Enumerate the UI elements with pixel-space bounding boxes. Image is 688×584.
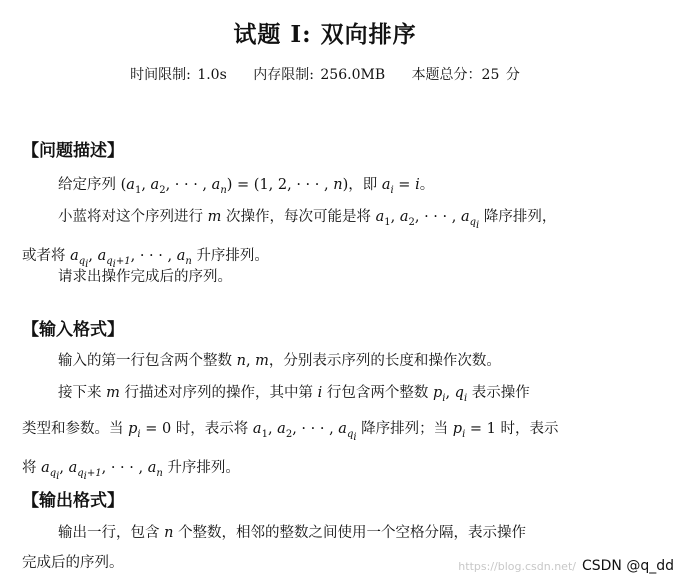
text-segment: 输出一行，包含 xyxy=(58,525,160,541)
problem-paragraph-3: 请求出操作完成后的序列。 xyxy=(58,269,232,285)
problem-meta xyxy=(0,64,650,84)
memory-limit: 内存限制: 256.0MB xyxy=(253,67,386,83)
text-segment: 接下来 xyxy=(58,385,102,401)
text-segment: 升序排列。 xyxy=(167,459,240,476)
watermark-url: https://blog.csdn.net/ xyxy=(458,560,576,573)
text-segment: 给定序列 xyxy=(58,177,116,193)
text-segment: 类型和参数。当 xyxy=(22,420,124,437)
text-segment: ，即 xyxy=(348,177,378,193)
text-segment: 时，表示 xyxy=(500,420,559,437)
section-heading-output: 【输出格式】 xyxy=(22,491,124,511)
input-paragraph-1: 输入的第一行包含两个整数 n, m，分别表示序列的长度和操作次数。 xyxy=(58,353,501,369)
text-segment: 将 xyxy=(22,459,37,476)
text-segment: 表示操作 xyxy=(471,385,530,401)
text-segment: 时，表示将 xyxy=(175,420,249,437)
input-paragraph-2: 接下来 m 行描述对序列的操作，其中第 i 行包含两个整数 $p_i$, $q_i$ 表示操作 类型和参数。当 $p_i = 0$ 时，表示将 $a_1$, $a_2$, · · · , $a_{q_i}$ 降序排列；当 $p_i = 1$ 时，表示 将 $a_{q_i}$, $a_{q_i+1}$, · · · , $a_n$ 升序排列。 xyxy=(22,385,559,482)
text-segment: 升序排列。 xyxy=(196,247,269,264)
text-segment: 个整数，相邻的整数之间使用一个空格分隔，表示操作 xyxy=(178,525,527,541)
text-segment: 降序排列， xyxy=(483,209,557,225)
text-segment: 行包含两个整数 xyxy=(326,385,429,401)
section-heading-input: 【输入格式】 xyxy=(22,320,124,340)
problem-paragraph-1: 给定序列 ($a_1$, $a_2$, · · · , $a_n) = (1$, 2, · · · , n)，即 $a_i = i$。 xyxy=(58,177,435,196)
output-paragraph-1: 输出一行，包含 n 个整数，相邻的整数之间使用一个空格分隔，表示操作 完成后的序列。 xyxy=(22,518,632,578)
text-segment: 完成后的序列。 xyxy=(22,555,124,571)
problem-paragraph-2: 小蓝将对这个序列进行 m 次操作，每次可能是将 $a_1$, $a_2$, · · · , $a_{q_i}$ 降序排列， 或者将 $a_{q_i}$, $a_{q_i+1}$, · · · , $a_n$ 升序排列。 xyxy=(22,209,557,270)
watermark-brand: CSDN @q_dd xyxy=(581,558,674,574)
watermark xyxy=(458,558,674,574)
problem-title: 试题 I: 双向排序 xyxy=(233,21,417,48)
text-segment: 或者将 xyxy=(22,247,66,264)
text-segment: 降序排列；当 xyxy=(361,420,449,437)
text-segment: 输入的第一行包含两个整数 xyxy=(58,353,232,369)
text-segment: 行描述对序列的操作，其中第 xyxy=(124,385,313,401)
section-heading-problem: 【问题描述】 xyxy=(22,141,124,161)
time-limit: 时间限制: 1.0s xyxy=(130,67,227,83)
text-segment: ，分别表示序列的长度和操作次数。 xyxy=(268,353,501,369)
text-segment: 小蓝将对这个序列进行 xyxy=(58,209,203,225)
total-score: 本题总分：25 分 xyxy=(411,67,520,83)
text-segment: 次操作，每次可能是将 xyxy=(225,209,371,225)
